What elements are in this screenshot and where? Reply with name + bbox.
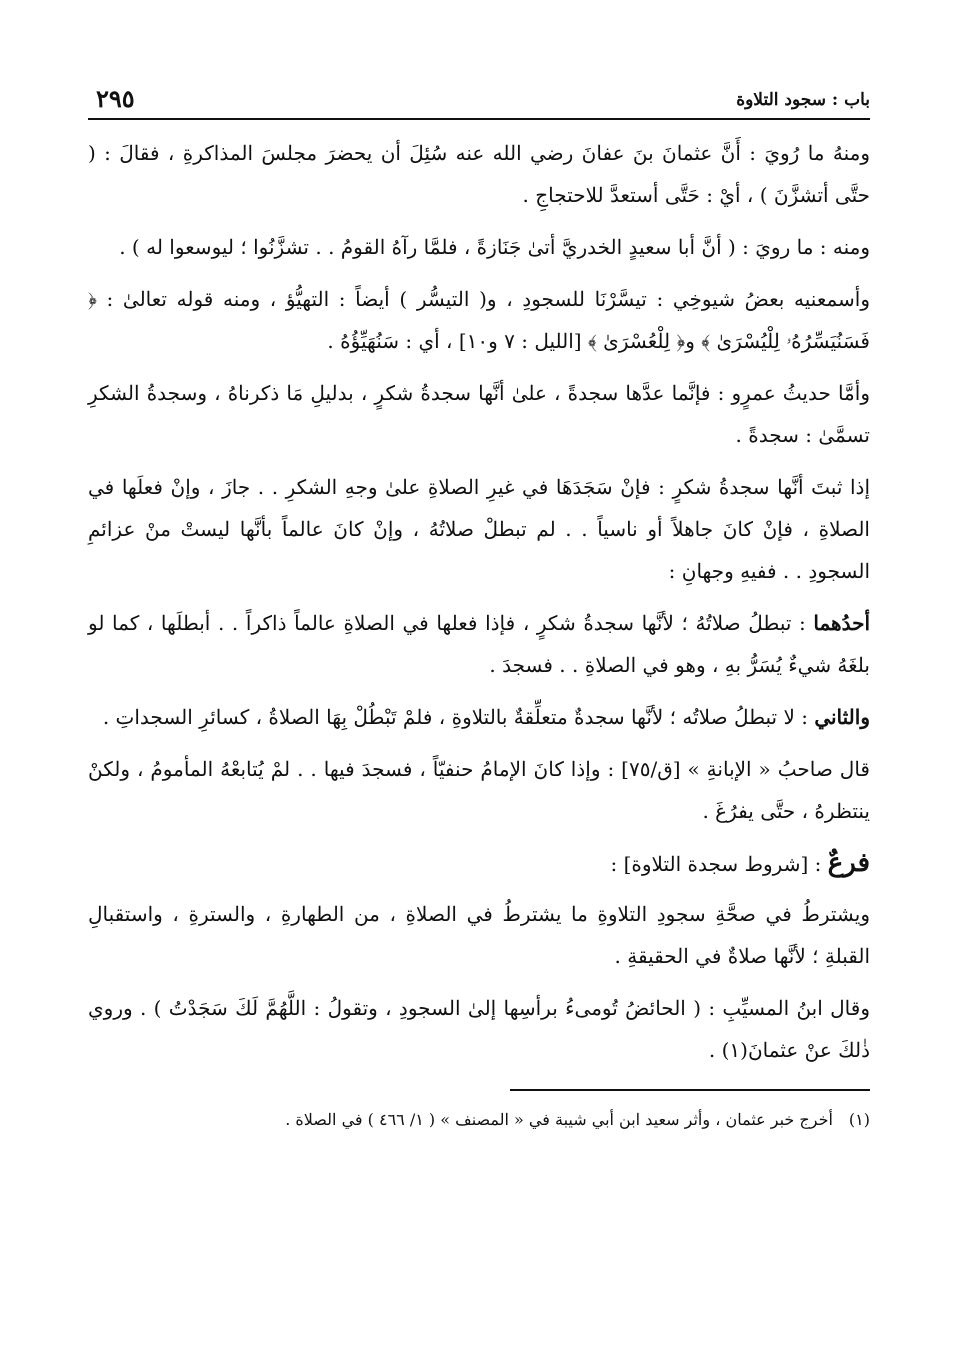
paragraph-lead: والثاني [814, 705, 870, 729]
page-body [88, 132, 870, 1135]
paragraph: وقال ابنُ المسيِّبِ : ( الحائضُ تُومىءُ برأسِها إلىٰ السجودِ ، وتقولُ : اللَّهُمَّ لَكَ سَجَدْتُ ) . وروي ذٰلكَ عنْ عثمانَ(١) . [88, 996, 870, 1062]
far-title: : [شروط سجدة التلاوة] : [610, 852, 828, 876]
paragraph: إذا ثبتَ أنَّها سجدةُ شكرٍ : فإنْ سَجَدَهَا في غيرِ الصلاةِ علىٰ وجهِ الشكرِ . . جازَ ، وإنْ فعلَها في الصلاةِ ، فإنْ كانَ جاهلاً أو ناسياً . . لم تبطلْ صلاتُهُ ، وإنْ كانَ عالماً بأنَّها ليستْ منْ عزائمِ السجودِ . . ففيهِ وجهانِ : [88, 475, 870, 583]
paragraph: ومنهُ ما رُويَ : أَنَّ عثمانَ بنَ عفانَ رضي الله عنه سُئِلَ أن يحضرَ مجلسَ المذاكرةِ ، فقالَ : ( حتَّى أتشزَّنَ ) ، أيْ : حَتَّى أستعدَّ للاحتجاجِ . [88, 141, 870, 207]
footnote [88, 1105, 870, 1135]
footnote-number: (١) [848, 1110, 870, 1129]
paragraph: والثاني : لا تبطلُ صلاتُه ؛ لأنَّها سجدةٌ متعلِّقةٌ بالتلاوةِ ، فلمْ تَبْطُلْ بِهَا الصلاةُ ، كسائرِ السجداتِ . [102, 705, 870, 729]
paragraph-lead: أحدُهما [813, 611, 870, 635]
section-heading [88, 842, 870, 885]
book-page [88, 82, 870, 1332]
footnote-text: أخرج خبر عثمان ، وأثر سعيد ابن أبي شيبة في « المصنف » ( ١/ ٤٦٦ ) في الصلاة . [285, 1110, 833, 1129]
paragraph: وأمَّا حديثُ عمرٍو : فإنَّما عدَّها سجدةً ، علىٰ أنَّها سجدةُ شكرٍ ، بدليلِ مَا ذكرناهُ ، وسجدةُ الشكرِ تسمَّىٰ : سجدةً . [88, 381, 870, 447]
paragraph: وأسمعنيه بعضُ شيوخِي : تيسَّرْنَا للسجودِ ، و( التيسُّر ) أيضاً : التهيُّؤ ، ومنه قوله تعالىٰ : ﴿ فَسَنُيَسِّرُهُۥ لِلْيُسْرَىٰ ﴾ و﴿ لِلْعُسْرَىٰ ﴾ [الليل : ٧ و١٠] ، أي : سَنُهَيِّؤُهُ . [88, 287, 870, 353]
paragraph: ويشترطُ في صحَّةِ سجودِ التلاوةِ ما يشترطُ في الصلاةِ ، من الطهارةِ ، والسترةِ ، واستقبالِ القبلةِ ؛ لأنَّها صلاةٌ في الحقيقةِ . [88, 902, 870, 968]
page-header [88, 82, 870, 120]
page-number: ٢٩٥ [96, 84, 135, 113]
footnote-divider [510, 1089, 870, 1091]
far-label: فرعٌ [827, 848, 870, 878]
paragraph: ومنه : ما رويَ : ( أنَّ أبا سعيدٍ الخدريَّ أتىٰ جَنَازةً ، فلمَّا رآهُ القومُ . . تشزَّنُوا ؛ ليوسعوا له ) . [119, 235, 870, 259]
paragraph: قال صاحبُ « الإبانةِ » [ق/٧٥] : وإذا كانَ الإمامُ حنفيّاً ، فسجدَ فيها . . لمْ يُتابعْهُ المأمومُ ، ولكنْ ينتظرهُ ، حتَّى يفرُغَ . [88, 757, 870, 823]
paragraph: أحدُهما : تبطلُ صلاتُهُ ؛ لأنَّها سجدةُ شكرٍ ، فإذا فعلها في الصلاةِ عالماً ذاكراً . . أبطلَها ، كما لو بلغَهُ شيءٌ يُسَرُّ بهِ ، وهو في الصلاةِ . . فسجدَ . [88, 611, 870, 677]
chapter-title: باب : سجود التلاوة [736, 90, 870, 110]
